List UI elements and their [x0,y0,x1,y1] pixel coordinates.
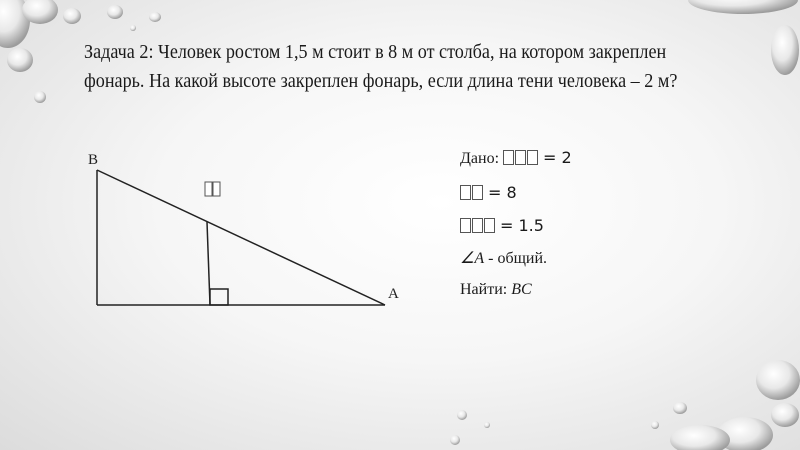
angle-suffix: - общий. [488,250,548,267]
placeholder-symbol-on-figure [205,182,220,196]
given-row-4 [460,248,547,268]
given-eq3-rhs: = 1.5 [500,216,544,235]
given-row-2 [460,183,517,203]
vertex-label-b: B [88,152,99,168]
given-eq1-rhs: = 2 [543,148,572,167]
placeholder-symbol [503,150,539,167]
angle-symbol: ∠A [460,250,485,267]
problem-line-1: Задача 2: Человек ростом 1,5 м стоит в 8 м от столба, на котором закреплен [84,42,667,63]
given-title: Дано: [460,150,500,167]
light-ray-line [97,170,385,305]
find-label: Найти: [460,281,508,298]
given-title-row [460,148,572,168]
placeholder-symbol [460,218,496,235]
given-eq2-rhs: = 8 [488,183,517,202]
find-value: BC [511,281,532,298]
placeholder-symbol [460,185,484,202]
find-row [460,281,532,299]
vertex-label-a: A [388,286,399,302]
given-row-3 [460,216,544,236]
problem-line-2: фонарь. На какой высоте закреплен фонарь, если длина тени человека – 2 м? [84,71,678,92]
right-angle-mark [210,289,228,305]
